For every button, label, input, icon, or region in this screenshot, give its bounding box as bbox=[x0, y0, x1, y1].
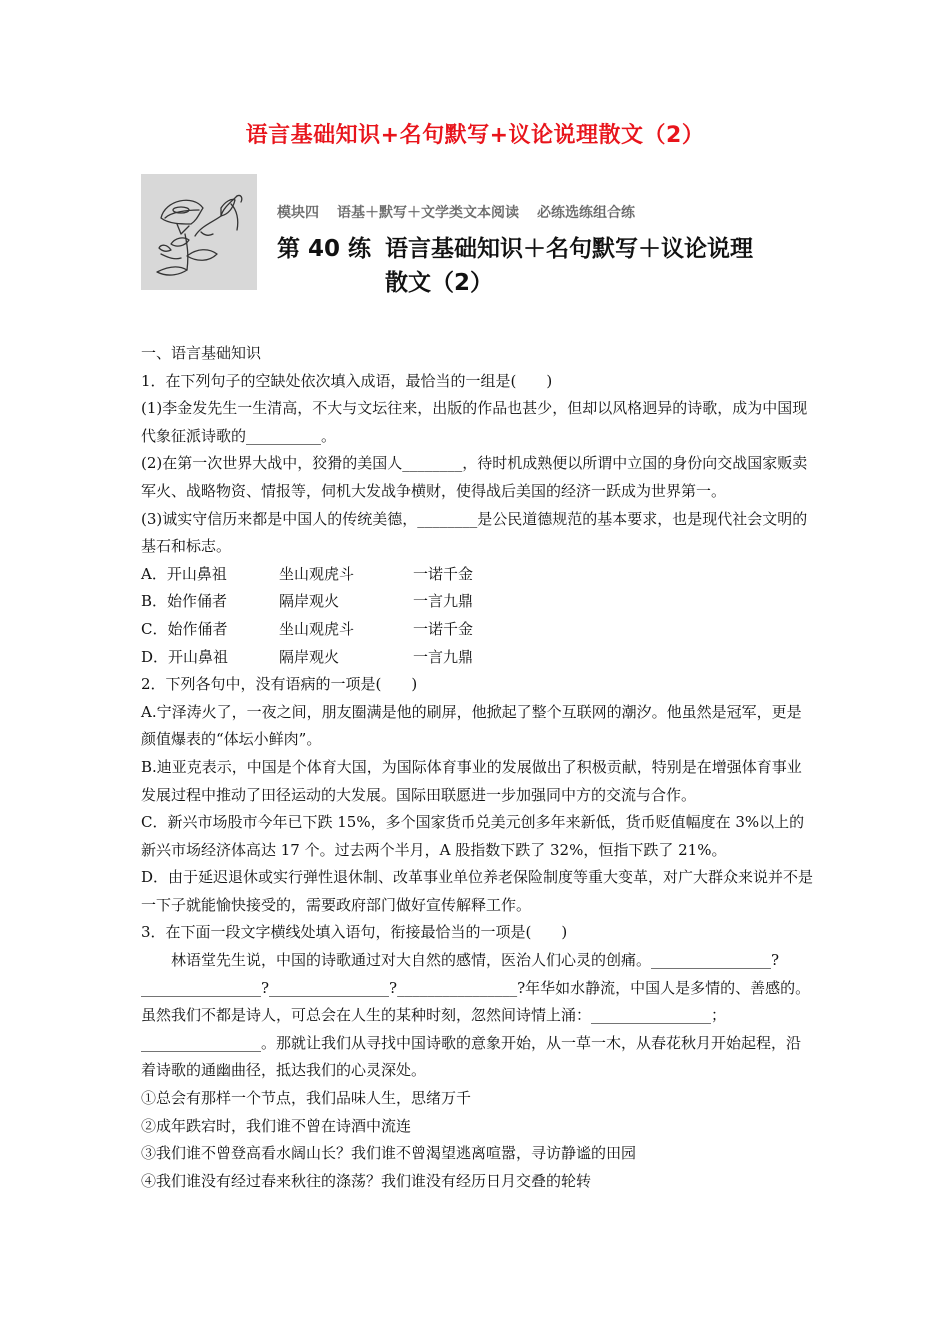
question-1-sentence-1: (1)李金发先生一生清高，不大与文坛往来，出版的作品也甚少，但却以风格迥异的诗歌，成为中国现代象征派诗歌的__________。 bbox=[141, 399, 808, 445]
lesson-title-line2: 散文（2） bbox=[385, 270, 494, 296]
lesson-title-line1: 语言基础知识＋名句默写＋议论说理 bbox=[385, 236, 753, 262]
question-1-sentence-2: (2)在第一次世界大战中，狡猾的美国人________，待时机成熟便以所谓中立国的身份向交战国家贩卖军火、战略物资、情报等，伺机大发战争横财，使得战后美国的经济一跃成为世界第一。 bbox=[141, 454, 808, 500]
module-subtitle bbox=[277, 202, 653, 222]
option-idiom-2: 坐山观虎斗 bbox=[279, 619, 355, 638]
question-2-stem: 2．下列各句中，没有语病的一项是( ) bbox=[141, 675, 418, 694]
question-1-sentence-3: (3)诚实守信历来都是中国人的传统美德，________是公民道德规范的基本要求，也是现代社会文明的基石和标志。 bbox=[141, 509, 808, 556]
question-2-option-c: C．新兴市场股市今年已下跌 15%，多个国家货币兑美元创多年来新低，货币贬值幅度在 3%以上的新兴市场经济体高达 17 个。过去两个半月，A 股指数下跌了 32%，恒指下跌了 21%。 bbox=[141, 813, 805, 859]
flower-illustration bbox=[141, 174, 257, 290]
option-d bbox=[141, 644, 815, 672]
question-1-stem: 1．在下列句子的空缺处依次填入成语，最恰当的一组是( ) bbox=[141, 371, 553, 390]
option-idiom-3: 一诺千金 bbox=[413, 564, 474, 583]
option-c bbox=[141, 616, 815, 644]
lesson-header bbox=[141, 174, 821, 294]
option-label: C．始作俑者 bbox=[141, 619, 228, 638]
option-idiom-2: 坐山观虎斗 bbox=[279, 564, 355, 583]
question-3-passage: 林语堂先生说，中国的诗歌通过对大自然的感情，医治人们心灵的创痛。________________?________________?________________?________________?年华如水静流，中国人是多情的、善感的。虽然我们不都是诗人，可总会在人生的某种时刻，忽然间诗情上涌：________________；________________。那就让我们从寻找中国诗歌的意象开始，从一草一木，从春花秋月开始起程，沿着诗歌的通幽曲径，抵达我们的心灵深处。 bbox=[141, 951, 811, 1080]
question-2-option-d: D．由于延迟退休或实行弹性退休制、改革事业单位养老保险制度等重大变革，对广大群众来说并不是一下子就能愉快接受的，需要政府部门做好宣传解释工作。 bbox=[141, 868, 814, 914]
option-a bbox=[141, 561, 815, 589]
lesson-title bbox=[277, 232, 753, 300]
question-3-item-2: ②成年跌宕时，我们谁不曾在诗酒中流连 bbox=[141, 1116, 412, 1135]
option-idiom-2: 隔岸观火 bbox=[279, 592, 340, 611]
option-label: A．开山鼻祖 bbox=[141, 564, 227, 583]
question-2-option-b: B.迪亚克表示，中国是个体育大国，为国际体育事业的发展做出了积极贡献，特别是在增强体育事业发展过程中推动了田径运动的大发展。国际田联愿进一步加强同中方的交流与合作。 bbox=[141, 757, 802, 804]
module-part: 语基＋默写＋文学类文本阅读 bbox=[337, 205, 519, 221]
option-idiom-3: 一诺千金 bbox=[413, 619, 474, 638]
question-2-option-a: A.宁泽涛火了，一夜之间，朋友圈满是他的刷屏，他掀起了整个互联网的潮汐。他虽然是冠军，更是颜值爆表的“体坛小鲜肉”。 bbox=[141, 702, 802, 749]
option-label: B．始作俑者 bbox=[141, 592, 228, 611]
morning-glory-icon bbox=[141, 174, 257, 290]
lesson-number: 第 40 练 bbox=[277, 236, 372, 262]
question-3-stem: 3．在下面一段文字横线处填入语句，衔接最恰当的一项是( ) bbox=[141, 923, 568, 942]
module-part: 模块四 bbox=[277, 205, 319, 221]
question-3-item-3: ③我们谁不曾登高看水阔山长？我们谁不曾渴望逃离喧嚣，寻访静谧的田园 bbox=[141, 1144, 637, 1163]
option-b bbox=[141, 588, 815, 616]
option-idiom-3: 一言九鼎 bbox=[413, 592, 474, 611]
document-title: 语言基础知识+名句默写+议论说理散文（2） bbox=[245, 123, 705, 148]
module-part: 必练选练组合练 bbox=[537, 205, 635, 221]
question-3-item-1: ①总会有那样一个节点，我们品味人生，思绪万千 bbox=[141, 1089, 472, 1108]
question-3-item-4: ④我们谁没有经过春来秋往的涤荡？我们谁没有经历日月交叠的轮转 bbox=[141, 1171, 592, 1190]
exercise-content bbox=[141, 340, 815, 1195]
option-idiom-2: 隔岸观火 bbox=[279, 647, 340, 666]
option-idiom-3: 一言九鼎 bbox=[413, 647, 474, 666]
section-heading: 一、语言基础知识 bbox=[141, 344, 262, 362]
option-label: D．开山鼻祖 bbox=[141, 647, 229, 666]
